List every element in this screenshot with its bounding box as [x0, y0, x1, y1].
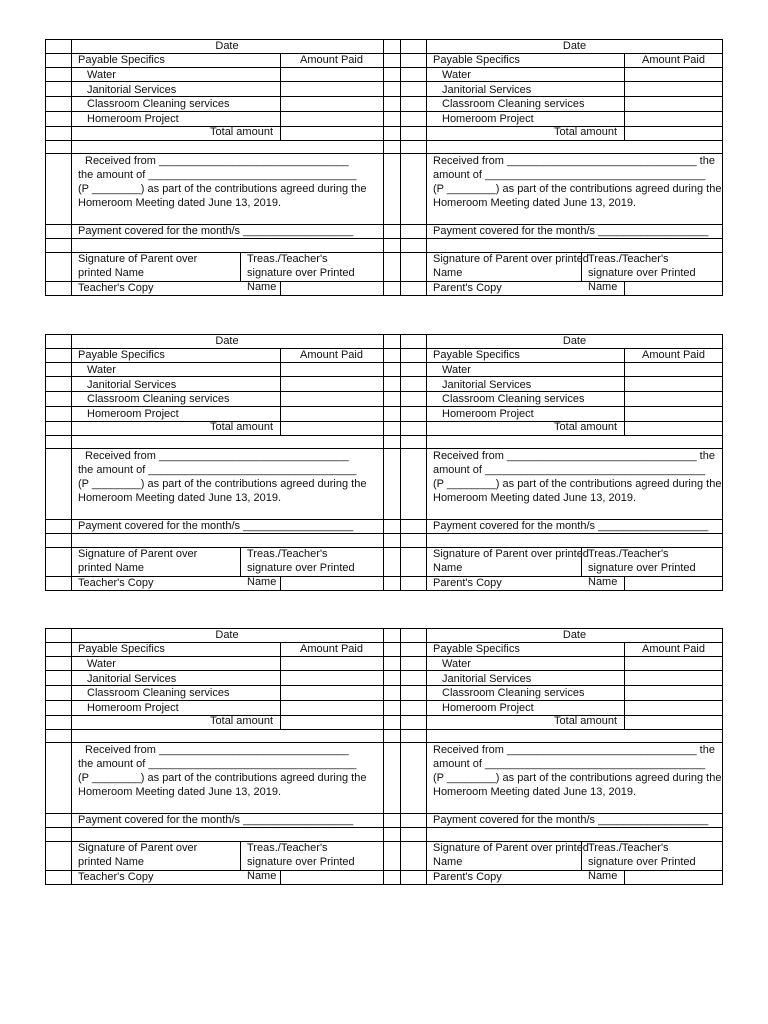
table-rule — [426, 39, 427, 296]
parent-signature-label: Name — [433, 267, 463, 279]
table-rule — [280, 281, 281, 296]
treasurer-signature-label: Name — [247, 576, 277, 588]
table-rule — [400, 334, 401, 591]
payable-item: Classroom Cleaning services — [87, 393, 230, 405]
treasurer-signature-label: Treas./Teacher's — [247, 253, 328, 265]
total-amount-label: Total amount — [210, 421, 273, 433]
parent-signature-label: Name — [433, 562, 463, 574]
payable-item: Classroom Cleaning services — [87, 687, 230, 699]
table-rule — [45, 67, 723, 68]
amount-paid-label: Amount Paid — [300, 643, 363, 655]
table-rule — [400, 628, 401, 885]
payable-specifics-label: Payable Specifics — [78, 54, 165, 66]
payable-item: Water — [87, 69, 116, 81]
treasurer-signature-label: Name — [588, 281, 618, 293]
parent-signature-label: Signature of Parent over printed — [433, 548, 589, 560]
copy-label: Parent's Copy — [433, 577, 502, 589]
table-rule — [45, 362, 723, 363]
treasurer-signature-label: Name — [247, 870, 277, 882]
parent-signature-label: printed Name — [78, 856, 145, 868]
treasurer-signature-label: Treas./Teacher's — [588, 548, 669, 560]
table-rule — [400, 39, 401, 296]
amount-paid-label: Amount Paid — [300, 54, 363, 66]
table-rule — [45, 448, 723, 449]
payable-item: Janitorial Services — [87, 672, 177, 685]
payable-item: Homeroom Project — [442, 407, 534, 420]
payment-covered: Payment covered for the month/s __________________ — [433, 520, 709, 532]
received-line: (P ________) as part of the contributions agreed during the — [433, 772, 722, 784]
received-line: Received from _______________________________ — [85, 450, 349, 462]
received-line: amount of ____________________________________ — [433, 169, 706, 181]
received-line: Received from _______________________________ the — [433, 450, 715, 462]
payable-specifics-label: Payable Specifics — [433, 643, 520, 655]
table-rule — [722, 334, 723, 591]
table-rule — [45, 81, 723, 82]
received-line: Received from _______________________________ — [85, 744, 349, 756]
table-rule — [45, 827, 723, 828]
table-rule — [71, 39, 72, 296]
table-rule — [45, 670, 723, 671]
parent-signature-label: Signature of Parent over — [78, 842, 198, 854]
table-rule — [45, 376, 723, 377]
table-rule — [45, 295, 723, 296]
table-rule — [45, 435, 723, 436]
table-rule — [383, 628, 384, 885]
table-rule — [45, 628, 46, 885]
payment-covered: Payment covered for the month/s __________________ — [433, 814, 709, 826]
table-rule — [45, 884, 723, 885]
payable-item: Janitorial Services — [87, 378, 177, 391]
table-rule — [722, 39, 723, 296]
table-rule — [45, 153, 723, 154]
parent-signature-label: Signature of Parent over — [78, 548, 198, 560]
received-line: amount of ____________________________________ — [433, 464, 706, 476]
payable-item: Classroom Cleaning services — [442, 98, 585, 110]
receipt-form — [45, 334, 723, 590]
received-line: Homeroom Meeting dated June 13, 2019. — [78, 492, 282, 504]
total-amount-label: Total amount — [210, 126, 273, 138]
parent-signature-label: Signature of Parent over printed — [433, 253, 589, 265]
amount-paid-label: Amount Paid — [642, 349, 705, 361]
amount-paid-label: Amount Paid — [300, 349, 363, 361]
treasurer-signature-label: signature over Printed — [247, 267, 355, 279]
received-line: Homeroom Meeting dated June 13, 2019. — [78, 786, 282, 798]
received-line: Received from _______________________________ the — [433, 155, 715, 167]
table-rule — [426, 334, 427, 591]
received-line: (P ________) as part of the contributions agreed during the — [433, 183, 722, 195]
table-rule — [240, 841, 241, 870]
table-rule — [45, 656, 723, 657]
table-rule — [383, 39, 384, 296]
payable-item: Homeroom Project — [87, 407, 179, 420]
treasurer-signature-label: signature over Printed — [247, 562, 355, 574]
received-line: the amount of __________________________________ — [78, 464, 357, 476]
received-line: (P ________) as part of the contributions agreed during the — [78, 183, 367, 195]
copy-label: Teacher's Copy — [78, 282, 154, 294]
payment-covered: Payment covered for the month/s __________________ — [78, 520, 354, 532]
table-rule — [240, 252, 241, 281]
treasurer-signature-label: signature over Printed — [247, 856, 355, 868]
table-rule — [71, 628, 72, 885]
table-rule — [45, 742, 723, 743]
table-rule — [45, 334, 46, 591]
parent-signature-label: Signature of Parent over printed — [433, 842, 589, 854]
table-rule — [45, 238, 723, 239]
received-line: Homeroom Meeting dated June 13, 2019. — [433, 786, 637, 798]
treasurer-signature-label: signature over Printed — [588, 856, 696, 868]
received-line: Homeroom Meeting dated June 13, 2019. — [433, 197, 637, 209]
payable-item: Classroom Cleaning services — [442, 393, 585, 405]
treasurer-signature-label: Treas./Teacher's — [588, 253, 669, 265]
payment-covered: Payment covered for the month/s __________________ — [78, 225, 354, 237]
receipt-form — [45, 39, 723, 295]
treasurer-signature-label: signature over Printed — [588, 267, 696, 279]
received-line: Homeroom Meeting dated June 13, 2019. — [433, 492, 637, 504]
received-line: (P ________) as part of the contributions agreed during the — [78, 478, 367, 490]
treasurer-signature-label: Treas./Teacher's — [247, 842, 328, 854]
table-rule — [624, 870, 625, 885]
amount-paid-label: Amount Paid — [642, 54, 705, 66]
treasurer-signature-label: Treas./Teacher's — [247, 548, 328, 560]
copy-label: Parent's Copy — [433, 282, 502, 294]
date-label: Date — [215, 40, 239, 52]
receipt-form — [45, 628, 723, 884]
payable-item: Water — [442, 364, 471, 376]
date-label: Date — [562, 629, 587, 641]
payable-item: Water — [87, 364, 116, 376]
payable-item: Janitorial Services — [87, 83, 177, 96]
payable-specifics-label: Payable Specifics — [78, 643, 165, 655]
table-rule — [45, 39, 46, 296]
payable-item: Water — [442, 69, 471, 81]
treasurer-signature-label: Treas./Teacher's — [588, 842, 669, 854]
payable-item: Water — [442, 658, 471, 670]
received-line: Received from _______________________________ the — [433, 744, 715, 756]
parent-signature-label: printed Name — [78, 562, 145, 574]
parent-signature-label: Signature of Parent over — [78, 253, 198, 265]
total-amount-label: Total amount — [210, 715, 273, 727]
payable-specifics-label: Payable Specifics — [433, 54, 520, 66]
total-amount-label: Total amount — [554, 715, 617, 727]
table-rule — [240, 547, 241, 576]
payable-specifics-label: Payable Specifics — [78, 349, 165, 361]
payable-item: Homeroom Project — [442, 701, 534, 714]
payable-specifics-label: Payable Specifics — [433, 349, 520, 361]
table-rule — [722, 628, 723, 885]
table-rule — [624, 576, 625, 591]
received-line: (P ________) as part of the contributions agreed during the — [78, 772, 367, 784]
table-rule — [45, 729, 723, 730]
payable-item: Janitorial Services — [442, 672, 532, 685]
received-line: the amount of __________________________________ — [78, 758, 357, 770]
parent-signature-label: Name — [433, 856, 463, 868]
copy-label: Teacher's Copy — [78, 577, 154, 589]
payable-item: Homeroom Project — [87, 701, 179, 714]
table-rule — [426, 628, 427, 885]
treasurer-signature-label: Name — [588, 870, 618, 882]
payable-item: Janitorial Services — [442, 83, 532, 96]
payable-item: Classroom Cleaning services — [87, 98, 230, 110]
payment-covered: Payment covered for the month/s __________________ — [78, 814, 354, 826]
received-line: the amount of __________________________________ — [78, 169, 357, 181]
table-rule — [45, 533, 723, 534]
payable-item: Homeroom Project — [442, 112, 534, 125]
date-label: Date — [562, 335, 587, 347]
treasurer-signature-label: signature over Printed — [588, 562, 696, 574]
table-rule — [280, 576, 281, 591]
received-line: Received from _______________________________ — [85, 155, 349, 167]
payable-item: Homeroom Project — [87, 112, 179, 125]
amount-paid-label: Amount Paid — [642, 643, 705, 655]
payable-item: Water — [87, 658, 116, 670]
total-amount-label: Total amount — [554, 421, 617, 433]
table-rule — [71, 334, 72, 591]
treasurer-signature-label: Name — [247, 281, 277, 293]
payable-item: Classroom Cleaning services — [442, 687, 585, 699]
received-line: Homeroom Meeting dated June 13, 2019. — [78, 197, 282, 209]
copy-label: Teacher's Copy — [78, 871, 154, 883]
copy-label: Parent's Copy — [433, 871, 502, 883]
date-label: Date — [215, 629, 239, 641]
date-label: Date — [215, 335, 239, 347]
table-rule — [383, 334, 384, 591]
table-rule — [624, 281, 625, 296]
payment-covered: Payment covered for the month/s __________________ — [433, 225, 709, 237]
treasurer-signature-label: Name — [588, 576, 618, 588]
date-label: Date — [562, 40, 587, 52]
table-rule — [45, 140, 723, 141]
parent-signature-label: printed Name — [78, 267, 145, 279]
received-line: (P ________) as part of the contributions agreed during the — [433, 478, 722, 490]
table-rule — [45, 590, 723, 591]
payable-item: Janitorial Services — [442, 378, 532, 391]
table-rule — [280, 870, 281, 885]
received-line: amount of ____________________________________ — [433, 758, 706, 770]
total-amount-label: Total amount — [554, 126, 617, 138]
